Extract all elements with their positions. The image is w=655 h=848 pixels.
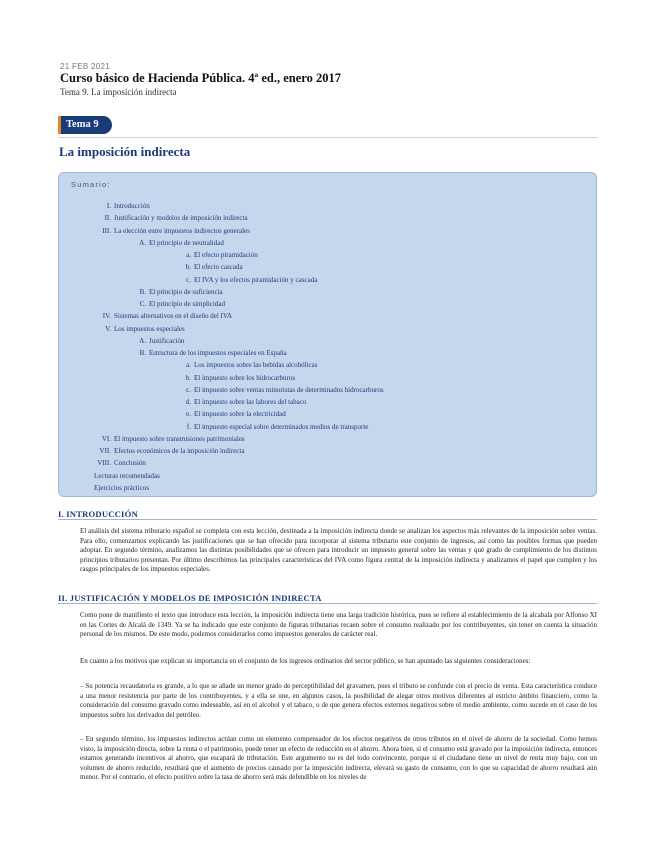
toc-item[interactable]: [181, 263, 243, 271]
toc-item-label: El principio de suficiencia: [149, 287, 223, 296]
toc-item-label: El principio de simplicidad: [149, 300, 226, 308]
toc-item-label: Justificación: [149, 336, 185, 345]
toc-item-number: V.: [105, 324, 111, 333]
toc-item[interactable]: [96, 447, 244, 455]
section-heading-introduccion: I. INTRODUCCIÓN: [58, 509, 138, 519]
toc-item-number: b.: [185, 263, 191, 272]
paragraph: En cuanto a los motivos que explican su importancia en el conjunto de los ingresos ordinarios del sector público, se han apuntado las siguientes consideraciones:: [80, 657, 531, 665]
paragraph: – En segundo término, los impuestos indirectos actúan como un elemento compensador de los efectos negativos de otros tributos en el nivel de ahorro de la sociedad. Como hemos visto, la imposición directa, sobre la renta o el patrimonio, puede tener un efecto de reducción en el ahorro. Ahora bien, si el consumo está gravado por la imposición indirecta, entonces estamos generando incentivos al ahorro, que escapará de tributación. Este argumento no es del todo convincente, porque si el ciudadano tiene un nivel de renta muy bajo, con un volumen de ahorro reducido, resultará que el aumento de precios causado por la imposición indirecta, elevará su gasto de consumo, con lo que su capacidad de ahorro resultará aún menor. Por el contrario, el efecto positivo sobre la tasa de ahorro será más defendible en los niveles de: [80, 735, 597, 781]
toc-item-label: El impuesto sobre los hidrocarburos: [194, 373, 296, 382]
toc-item-label: Lecturas recomendadas: [94, 471, 160, 480]
toc-item-number: VIII.: [97, 459, 111, 468]
toc-item[interactable]: [181, 251, 258, 259]
toc-item[interactable]: [94, 484, 149, 492]
toc-item-number: II.: [104, 214, 111, 223]
toc-item[interactable]: [181, 361, 317, 369]
date-label: 21 FEB 2021: [60, 62, 110, 71]
toc-item[interactable]: [96, 202, 150, 210]
divider: [58, 137, 598, 138]
toc-item-label: El principio de neutralidad: [149, 238, 224, 247]
toc-item-label: Introducción: [114, 202, 150, 210]
divider: [58, 519, 597, 520]
toc-item[interactable]: [181, 276, 317, 284]
toc-item[interactable]: [181, 374, 295, 382]
toc-item[interactable]: [181, 423, 368, 431]
toc-item-number: d.: [185, 398, 191, 406]
toc-item-label: El impuesto sobre las labores del tabaco: [194, 398, 307, 406]
toc-item-number: b.: [185, 373, 191, 382]
toc-item-label: El IVA y los efectos piramidación y cascada: [194, 275, 318, 284]
toc-item-label: El impuesto sobre ventas minoristas de determinados hidrocarburos: [194, 385, 384, 394]
toc-item[interactable]: [136, 239, 224, 247]
toc-item[interactable]: [136, 288, 223, 296]
paragraph: – Su potencia recaudatoria es grande, a lo que se añade un menor grado de perceptibilidad del gravamen, pues el tributo se confunde con el precio de venta. Esta característica conduce a una menor resistencia por parte de los contribuyentes, y a ella se une, en algunos casos, la posibilidad de alegar otros motivos diferentes al estricto ámbito financiero, como la consideración del consumo gravado como indeseable, así en el alcohol y el tabaco, o de que genera efectos externos negativos sobre el medio ambiente, como sucede en el caso de los impuestos sobre los derivados del petróleo.: [80, 682, 597, 719]
tema-badge: Tema 9: [58, 116, 112, 134]
section-heading-justificacion: II. JUSTIFICACIÓN Y MODELOS DE IMPOSICIÓN INDIRECTA: [58, 593, 322, 603]
toc-item[interactable]: [96, 312, 232, 320]
toc-item-label: El impuesto especial sobre determinados medios de transporte: [194, 422, 369, 431]
toc-item-label: Conclusión: [114, 459, 146, 468]
toc-item-number: e.: [186, 410, 191, 419]
toc-item-label: El efecto piramidación: [194, 251, 258, 259]
toc-item-number: III.: [102, 226, 111, 235]
toc-item-number: VI.: [101, 434, 111, 443]
toc-item-number: B.: [139, 349, 146, 357]
toc-item-number: A.: [139, 336, 146, 345]
summary-label: Sumario:: [71, 180, 111, 189]
toc-item[interactable]: [136, 300, 225, 308]
toc-item-label: El efecto cascada: [194, 263, 243, 272]
page-title: La imposición indirecta: [59, 144, 191, 159]
toc-item-label: Estructura de los impuestos especiales en España: [149, 349, 287, 357]
toc-item-label: La elección entre impuestos indirectos generales: [114, 226, 250, 235]
toc-item[interactable]: [96, 459, 146, 467]
toc-item[interactable]: [96, 435, 245, 443]
toc-item-label: El impuesto sobre la electricidad: [194, 410, 286, 419]
toc-item-number: I.: [106, 202, 111, 210]
toc-item-label: Efectos económicos de la imposición indirecta: [114, 447, 245, 455]
toc-item-label: Los impuestos especiales: [114, 324, 185, 333]
toc-item[interactable]: [94, 472, 160, 480]
toc-item-label: Los impuestos sobre las bebidas alcohólicas: [194, 361, 318, 370]
summary-box: [58, 172, 597, 497]
toc-item-number: c.: [186, 275, 191, 284]
toc-item[interactable]: [96, 227, 250, 235]
toc-item-number: a.: [186, 361, 191, 370]
toc-item-number: VII.: [99, 447, 111, 455]
toc-item[interactable]: [96, 214, 248, 222]
toc-item-label: Justificación y modelos de imposición indirecta: [114, 214, 248, 223]
divider: [58, 603, 597, 604]
paragraph: Como pone de manifiesto el texto que introduce esta lección, la imposición indirecta tiene una larga tradición histórica, pues se refiere al establecimiento de la alcabala por Alfonso XI en las Cortes de Alcalá de 1349. Ya se ha indicado que este conjunto de figuras tributarias recaen sobre el consumo realizado por los contribuyentes, sin tener en cuenta la situación personal de los mismos. De este modo, podemos considerarlos como impuestos generales de carácter real.: [80, 611, 597, 638]
toc-item-number: IV.: [102, 312, 111, 321]
toc-item[interactable]: [136, 337, 184, 345]
toc-item-number: A.: [139, 238, 146, 247]
toc-item-label: Sistemas alternativos en el diseño del IVA: [114, 312, 233, 321]
toc-item-number: f.: [186, 422, 191, 431]
breadcrumb: Tema 9. La imposición indirecta: [60, 87, 177, 97]
toc-item-number: a.: [186, 251, 191, 259]
paragraph: El análisis del sistema tributario español se completa con esta lección, destinada a la imposición indirecta donde se analizan los aspectos más relevantes de la imposición sobre ventas. Para ello, comenzamos explicando las justificaciones que se han ofrecido para incorporar al sistema tributario este conjunto de ingresos, así como las posibles formas que pueden adoptar. En segundo término, analizamos las distintas posibilidades que se ofrecen para introducir un impuesto general sobre las ventas y qué grado de cumplimiento de los distintos principios tributarios presentan. Por último describimos las principales características del IVA como figura central de la imposición indirecta y analizamos el papel que cumplen y los rasgos principales de los impuestos especiales.: [80, 527, 597, 573]
toc-item[interactable]: [136, 349, 287, 357]
book-title: Curso básico de Hacienda Pública. 4ª ed., enero 2017: [60, 71, 341, 85]
toc-item-number: B.: [139, 287, 146, 296]
toc-item-label: Ejercicios prácticos: [94, 483, 150, 492]
toc-item[interactable]: [181, 386, 384, 394]
toc-item-number: c.: [186, 385, 191, 394]
toc-item-number: C.: [139, 300, 146, 308]
toc-item-label: El impuesto sobre transmisiones patrimoniales: [114, 434, 245, 443]
toc-item[interactable]: [181, 398, 306, 406]
toc-item[interactable]: [96, 325, 185, 333]
toc-item[interactable]: [181, 410, 286, 418]
